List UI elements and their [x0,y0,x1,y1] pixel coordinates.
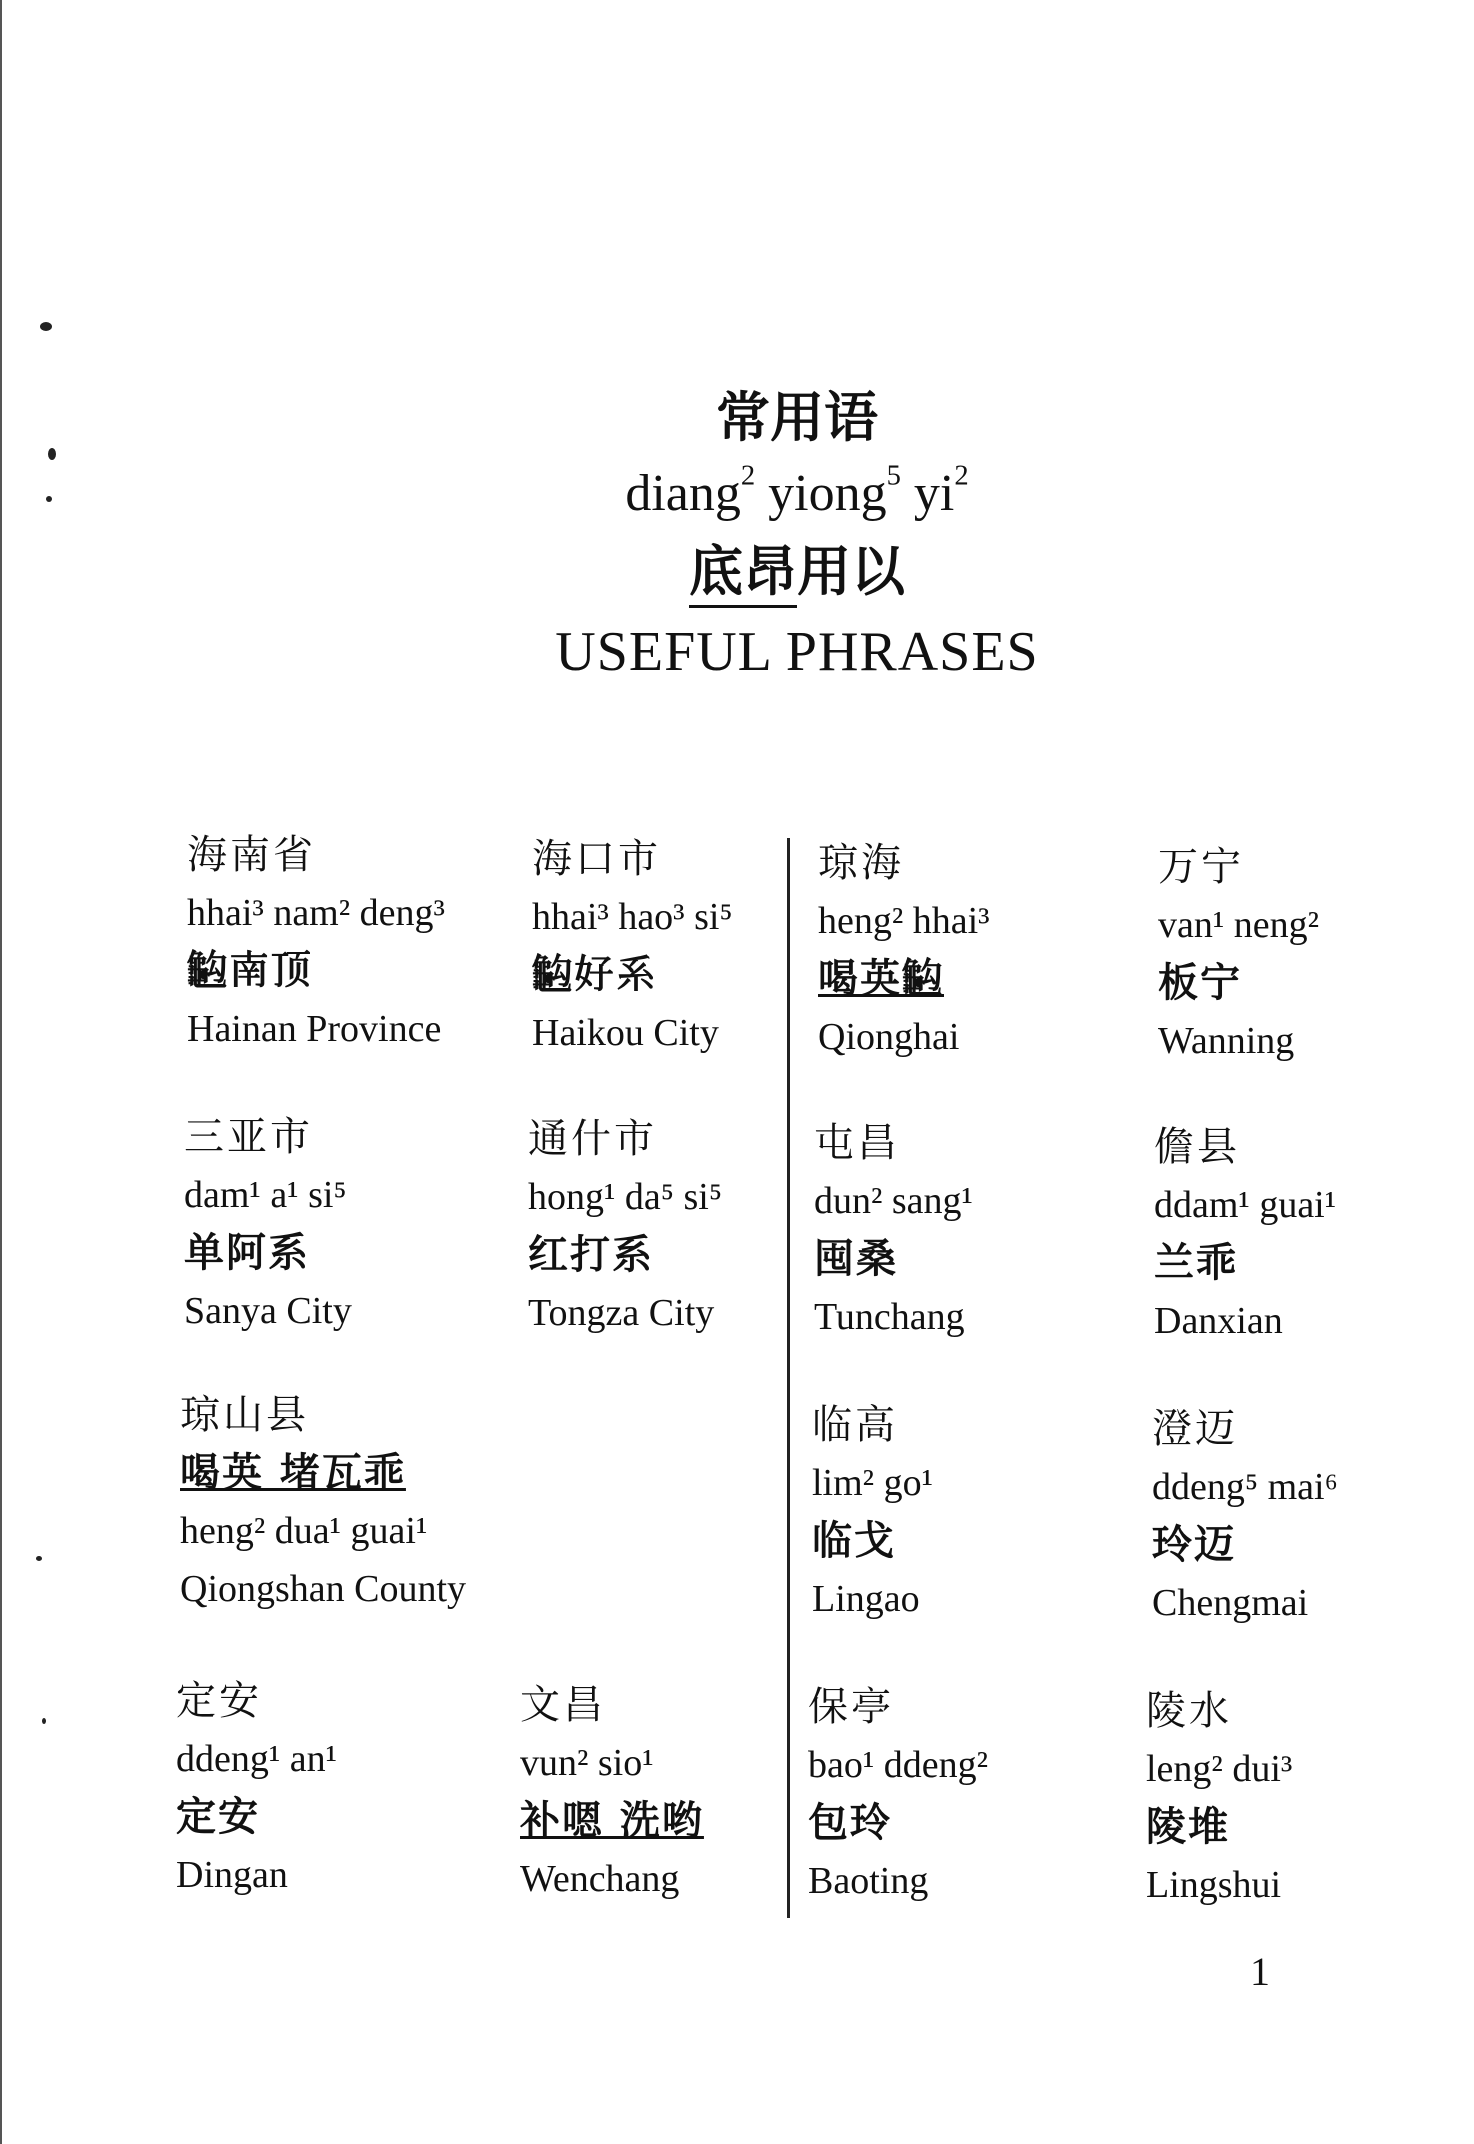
title-local-underlined: 底昂 [689,540,797,608]
entry-local: 临戈 [812,1518,896,1564]
entry-english: Wanning [1158,1020,1295,1062]
entry-chinese: 琼海 [818,840,904,886]
scan-speck [40,322,52,331]
entry-english: Dingan [176,1854,288,1896]
entry-chinese: 琼山县 [180,1392,309,1438]
entry-local: 补嗯 洗哟 [520,1798,704,1844]
entry-chinese: 三亚市 [184,1114,313,1160]
entry-local: 定安 [176,1794,260,1840]
phrase-entry [1152,1400,1472,1632]
phrase-entry [1154,1118,1474,1350]
entry-local: 陵堆 [1146,1804,1230,1850]
entry-chinese: 通什市 [528,1116,657,1162]
entry-chinese: 海南省 [187,832,316,878]
entry-local: 单阿系 [184,1230,310,1276]
phrase-entry [1158,838,1474,1070]
entry-english: Danxian [1154,1300,1283,1342]
title-pinyin: diang$^2$ yiong$^5$ $yi^2$ [625,460,969,522]
entry-chinese: 定安 [176,1678,262,1724]
entry-local: 兰乖 [1154,1240,1238,1286]
entry-pinyin: ddam¹ guai¹ [1154,1184,1337,1226]
entry-local: 喝英𪚭 [818,956,944,1002]
phrase-entry [814,1114,1134,1346]
entry-pinyin: dam¹ a¹ si⁵ [184,1174,347,1216]
phrase-entry [1146,1682,1466,1914]
entry-local: 板宁 [1158,960,1242,1006]
entry-pinyin: heng² dua¹ guai¹ [180,1510,428,1552]
entry-chinese: 陵水 [1146,1688,1232,1734]
entry-english: Baoting [808,1860,929,1902]
page-number: 1 [1250,1949,1270,1994]
entry-local: 玲迈 [1152,1522,1236,1568]
phrase-entry [180,1386,600,1618]
title-english: USEFUL PHRASES [555,621,1039,683]
entry-local: 𪚭南顶 [187,948,313,994]
entry-pinyin: ddeng⁵ mai⁶ [1152,1466,1338,1508]
entry-pinyin: van¹ neng² [1158,904,1320,946]
title-local [120,532,1474,612]
entry-local: 红打系 [528,1232,654,1278]
entry-chinese: 儋县 [1154,1124,1240,1170]
entry-english: Tongza City [528,1292,715,1334]
entry-chinese: 澄迈 [1152,1406,1238,1452]
scan-speck [42,1718,46,1724]
phrase-entry [812,1396,1132,1628]
entry-english: Sanya City [184,1290,352,1332]
phrase-entry [187,826,507,1058]
entry-local: 包玲 [808,1800,892,1846]
phrase-entry [184,1108,504,1340]
entry-local: 喝英 堵瓦乖 [180,1450,406,1496]
phrase-entry [176,1672,496,1904]
title-chinese: 常用语 [716,386,878,449]
entry-pinyin: hhai³ hao³ si⁵ [532,896,733,938]
title-local-rest: 用以 [797,540,905,603]
entry-english: Qionghai [818,1016,960,1058]
entry-chinese: 保亭 [808,1684,894,1730]
scan-speck [36,1556,42,1561]
entry-pinyin: hhai³ nam² deng³ [187,892,445,934]
entry-chinese: 海口市 [532,836,661,882]
entry-local: 𪚭好系 [532,952,658,998]
entry-pinyin: lim² go¹ [812,1462,933,1504]
entry-chinese: 文昌 [520,1682,606,1728]
entry-english: Hainan Province [187,1008,442,1050]
phrase-entry [808,1678,1128,1910]
entry-chinese: 临高 [812,1402,898,1448]
entry-chinese: 屯昌 [814,1120,900,1166]
entry-pinyin: bao¹ ddeng² [808,1744,989,1786]
entry-english: Tunchang [814,1296,965,1338]
entry-pinyin: heng² hhai³ [818,900,990,942]
entry-english: Chengmai [1152,1582,1309,1624]
entry-english: Qiongshan County [180,1568,467,1610]
entry-english: Haikou City [532,1012,719,1054]
entry-chinese: 万宁 [1158,844,1244,890]
phrase-entry [532,830,852,1062]
entry-pinyin: ddeng¹ an¹ [176,1738,338,1780]
phrase-entry [520,1676,840,1908]
entry-english: Lingao [812,1578,920,1620]
phrase-entry [528,1110,848,1342]
title-block [0,380,1474,692]
entry-pinyin: vun² sio¹ [520,1742,654,1784]
entry-pinyin: dun² sang¹ [814,1180,973,1222]
phrase-entry [818,834,1138,1066]
entry-pinyin: hong¹ da⁵ si⁵ [528,1176,723,1218]
entry-english: Lingshui [1146,1864,1282,1906]
page-edge [0,0,2,2144]
entry-english: Wenchang [520,1858,680,1900]
entry-local: 囤桑 [814,1236,898,1282]
entry-pinyin: leng² dui³ [1146,1748,1293,1790]
